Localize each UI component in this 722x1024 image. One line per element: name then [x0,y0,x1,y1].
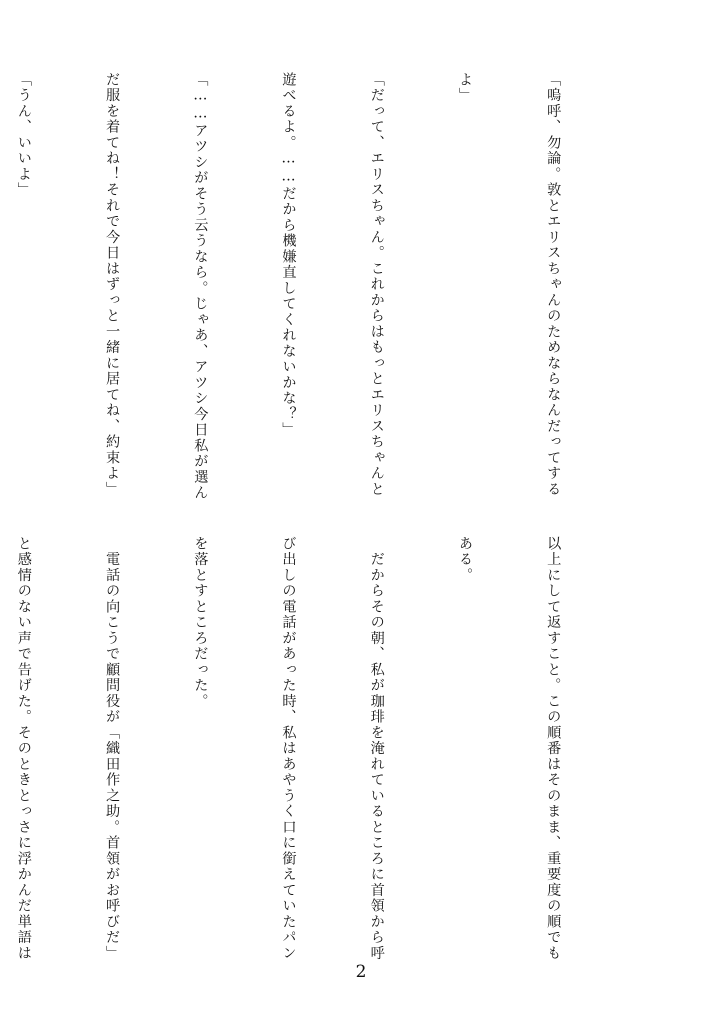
text-line: 「だって、エリスちゃん。これからはもっとエリスちゃんと [368,72,385,498]
text-line: 「うん、いいよ」 [15,72,32,198]
page-number: 2 [355,962,367,982]
text-line: 以上にして返すこと。この順番はそのまま、重要度の順でも [545,536,562,962]
text-line: 「嗚呼、勿論。敦とエリスちゃんのためならなんだってする [545,72,562,498]
top-text-block [15,72,626,512]
text-line: よ」 [456,72,473,104]
text-line: と感情のない声で告げた。そのときとっさに浮かんだ単語は [15,536,32,962]
text-line: だからその朝、私が珈琲を淹れているところに首領から呼 [368,536,385,962]
text-line: 「……アツシがそう云うなら。じゃあ、アツシ今日私が選ん [192,72,209,501]
text-line: 電話の向こうで顧問役が「織田作之助。首領がお呼びだ」 [104,536,121,962]
text-line: び出しの電話があった時、私はあやうく口に銜えていたパン [280,536,297,962]
text-line: 遊べるよ。……だから機嫌直してくれないかな？」 [280,72,297,438]
text-line: を落とすところだった。 [192,536,209,710]
bottom-text-block [15,536,626,976]
text-line: ある。 [456,536,473,584]
text-line: だ服を着てね！それで今日はずっと一緒に居てね、約束よ」 [104,72,121,498]
